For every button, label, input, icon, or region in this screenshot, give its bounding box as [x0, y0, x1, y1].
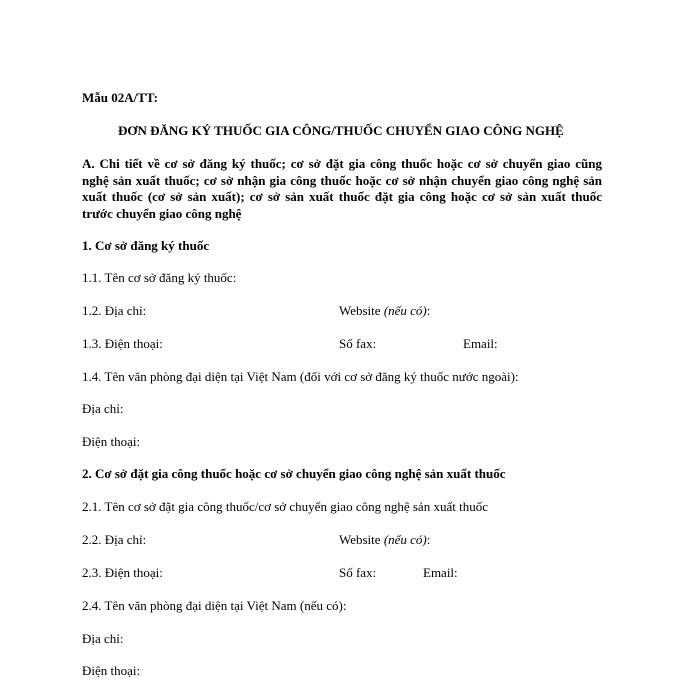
- website-text: Website: [339, 532, 384, 547]
- section-a-line-2: nghệ sản xuất thuốc; cơ sở nhận gia công thuốc hoặc cơ sở nhận chuyển giao công nghệ sản: [82, 172, 602, 188]
- form-code: Mẫu 02A/TT:: [82, 90, 158, 105]
- section-a-line-3: xuất thuốc (cơ sở sản xuất); cơ sở sản xuất thuốc đặt gia công hoặc cơ sở sản xuất thuốc: [82, 189, 602, 205]
- website-colon: :: [426, 532, 431, 547]
- section-2-phone-label: 2.3. Điện thoại:: [82, 565, 163, 580]
- section-1-phone-label: 1.3. Điện thoại:: [82, 336, 163, 351]
- section-a-line-1: A. Chi tiết về cơ sở đăng ký thuốc; cơ sở đặt gia công thuốc hoặc cơ sở chuyển giao cũng: [82, 156, 602, 171]
- section-a-line-4: trước chuyển giao công nghệ: [82, 206, 242, 222]
- section-2-email-label: Email:: [423, 565, 458, 580]
- section-1-address-label: 1.2. Địa chỉ:: [82, 303, 147, 318]
- section-1-name-label: 1.1. Tên cơ sở đăng ký thuốc:: [82, 270, 237, 285]
- section-2-heading: 2. Cơ sở đặt gia công thuốc hoặc cơ sở chuyển giao công nghệ sản xuất thuốc: [82, 466, 506, 481]
- section-2-rep-address-label: Địa chỉ:: [82, 631, 124, 646]
- website-optional-note: (nếu có): [383, 303, 427, 318]
- section-1-website-label: [339, 303, 430, 319]
- section-1-rep-office-label: 1.4. Tên văn phòng đại diện tại Việt Nam (đối với cơ sở đăng ký thuốc nước ngoài):: [82, 369, 519, 384]
- section-2-name-label: 2.1. Tên cơ sở đặt gia công thuốc/cơ sở chuyển giao công nghệ sản xuất thuốc: [82, 499, 488, 514]
- section-1-rep-address-label: Địa chỉ:: [82, 401, 124, 416]
- document-title: ĐƠN ĐĂNG KÝ THUỐC GIA CÔNG/THUỐC CHUYỂN GIAO CÔNG NGHỆ: [118, 123, 564, 138]
- section-a-heading: [82, 156, 602, 223]
- section-2-address-label: 2.2. Địa chỉ:: [82, 532, 147, 547]
- section-2-fax-label: Số fax:: [339, 565, 377, 580]
- section-1-heading: 1. Cơ sở đăng ký thuốc: [82, 238, 210, 253]
- section-1-fax-label: Số fax:: [339, 336, 377, 351]
- section-2-rep-phone-label: Điện thoại:: [82, 663, 141, 678]
- section-1-rep-phone-label: Điện thoại:: [82, 434, 141, 449]
- website-colon: :: [426, 303, 431, 318]
- section-1-email-label: Email:: [463, 336, 498, 351]
- section-2-rep-office-label: 2.4. Tên văn phòng đại diện tại Việt Nam (nếu có):: [82, 598, 347, 613]
- website-text: Website: [339, 303, 384, 318]
- website-optional-note: (nếu có): [383, 532, 427, 547]
- section-2-website-label: [339, 532, 430, 548]
